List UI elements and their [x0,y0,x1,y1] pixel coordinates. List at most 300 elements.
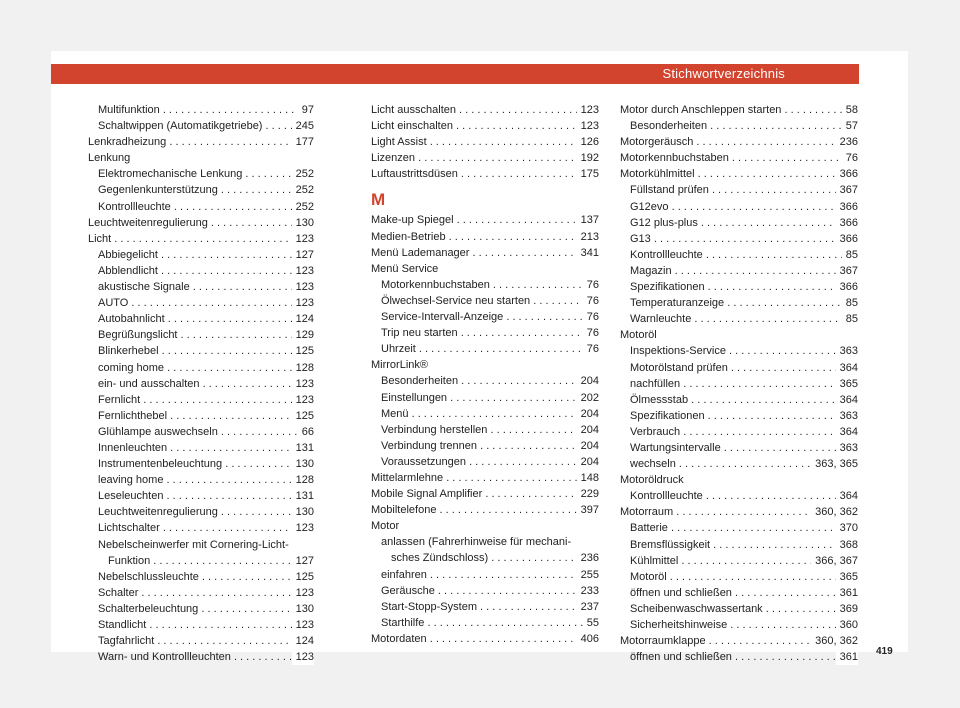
index-entry [88,360,314,376]
index-page-ref: 123 [292,263,314,279]
index-entry [371,166,599,182]
index-term: Nebelschlussleuchte . . . [98,569,314,585]
index-term: Autobahnlicht . . . [98,311,314,327]
index-entry [371,422,599,438]
index-page-ref: 76 [583,325,599,341]
index-page-ref: 76 [583,293,599,309]
index-entry [88,504,314,520]
index-term: Motorkühlmittel . . . [620,166,858,182]
index-entry [620,392,858,408]
index-entry [88,601,314,617]
index-term: Menü Service [371,262,439,275]
index-term: Schalter . . . [98,585,314,601]
index-page-ref: 236 [836,134,858,150]
index-entry [88,520,314,536]
index-page-ref: 130 [292,215,314,231]
index-page-ref: 130 [292,601,314,617]
index-entry [371,470,599,486]
index-term: Fernlichthebel . . . [98,408,314,424]
index-entry [371,599,599,615]
index-entry [88,376,314,392]
index-entry [620,247,858,263]
index-entry [620,520,858,536]
index-page-ref: 366 [836,199,858,215]
index-entry [620,263,858,279]
index-term: Kontrollleuchte . . . [98,199,314,215]
index-page-ref: 361 [836,649,858,665]
index-entry [88,102,314,118]
index-term: Trip neu starten . . . [381,325,599,341]
index-page-ref: 361 [836,585,858,601]
index-page-ref: 366 [836,215,858,231]
index-entry [620,440,858,456]
index-page-ref: 76 [583,309,599,325]
index-entry [371,615,599,631]
index-page-ref: 123 [292,231,314,247]
index-page-ref: 127 [292,247,314,263]
index-entry [371,325,599,341]
index-entry [371,486,599,502]
index-term: Kontrollleuchte . . . [630,488,858,504]
index-term: öffnen und schließen . . . [630,585,858,601]
index-page-ref: 85 [842,247,858,263]
index-entry [371,583,599,599]
index-page-ref: 58 [842,102,858,118]
index-page-ref: 85 [842,311,858,327]
index-column-2 [371,102,599,647]
index-term: Luftaustrittsdüsen . . . [371,166,599,182]
index-entry [620,456,858,472]
index-page-ref: 229 [577,486,599,502]
index-term: Motor [371,520,400,533]
index-page-ref: 126 [577,134,599,150]
index-term: Besonderheiten . . . [381,373,599,389]
index-entry [620,585,858,601]
index-page-ref: 148 [577,470,599,486]
index-page-ref: 366, 367 [811,553,858,569]
index-entry [620,102,858,118]
index-term: Lenkradheizung . . . [88,134,314,150]
index-term: Glühlampe auswechseln . . . [98,424,314,440]
index-page-ref: 365 [836,376,858,392]
index-page-ref: 129 [292,327,314,343]
index-page-ref: 204 [577,422,599,438]
index-entry [371,261,599,277]
index-entry [620,118,858,134]
index-entry [371,341,599,357]
index-entry [88,343,314,359]
index-page-ref: 125 [292,343,314,359]
index-page-ref: 123 [292,649,314,665]
index-page-ref: 366 [836,166,858,182]
index-term: Motoröl . . . [630,569,858,585]
index-entry [88,633,314,649]
index-entry [371,357,599,373]
index-entry [620,376,858,392]
index-term: Standlicht . . . [98,617,314,633]
index-term: Licht ausschalten . . . [371,102,599,118]
index-term: wechseln . . . [630,456,858,472]
index-term: Funktion . . . [108,553,314,569]
index-entry [371,631,599,647]
index-entry [620,295,858,311]
index-term: Wartungsintervalle . . . [630,440,858,456]
index-term: nachfüllen . . . [630,376,858,392]
index-page-ref: 123 [292,279,314,295]
index-term: Warnleuchte . . . [630,311,858,327]
index-term: Scheibenwaschwassertank . . . [630,601,858,617]
index-entry [371,406,599,422]
index-term: Ölwechsel-Service neu starten . . . [381,293,599,309]
index-term: Abbiegelicht . . . [98,247,314,263]
index-page-ref: 204 [577,406,599,422]
index-page-ref: 123 [577,118,599,134]
index-entry [371,390,599,406]
index-page-ref: 236 [577,550,599,566]
index-term: Motorölstand prüfen . . . [630,360,858,376]
index-entry [371,245,599,261]
index-page-ref: 365 [836,569,858,585]
index-term: Motorkennbuchstaben . . . [381,277,599,293]
index-page-ref: 85 [842,295,858,311]
index-page-ref: 252 [292,182,314,198]
index-page-ref: 123 [577,102,599,118]
index-entry [620,199,858,215]
index-entry [620,408,858,424]
index-entry [620,311,858,327]
index-term: einfahren . . . [381,567,599,583]
index-term: sches Zündschloss) . . . [391,550,599,566]
index-page-ref: 130 [292,504,314,520]
index-term: Mittelarmlehne . . . [371,470,599,486]
index-entry [88,488,314,504]
section-letter: M [371,190,386,210]
index-page-ref: 123 [292,520,314,536]
page-number: 419 [876,646,893,657]
index-term: G12evo . . . [630,199,858,215]
index-page-ref: 406 [577,631,599,647]
index-term: Spezifikationen . . . [630,408,858,424]
index-entry [88,553,314,569]
index-term: Kühlmittel . . . [630,553,858,569]
index-entry [620,649,858,665]
index-page-ref: 123 [292,617,314,633]
index-page-ref: 252 [292,199,314,215]
index-entry [371,277,599,293]
index-page-ref: 123 [292,585,314,601]
index-page-ref: 124 [292,633,314,649]
index-entry [620,279,858,295]
index-entry [371,518,599,534]
index-entry [371,293,599,309]
index-entry [620,231,858,247]
index-term: Kontrollleuchte . . . [630,247,858,263]
index-page-ref: 97 [298,102,314,118]
index-page-ref: 370 [836,520,858,536]
index-entry [371,438,599,454]
index-term: Bremsflüssigkeit . . . [630,537,858,553]
index-term: G12 plus-plus . . . [630,215,858,231]
index-entry [88,295,314,311]
index-entry [371,118,599,134]
index-page-ref: 125 [292,569,314,585]
index-entry [371,534,599,550]
index-term: G13 . . . [630,231,858,247]
index-term: Batterie . . . [630,520,858,536]
index-page-ref: 137 [577,212,599,228]
index-term: Lenkung [88,152,131,165]
index-entry [371,229,599,245]
index-entry [620,182,858,198]
index-entry [620,504,858,520]
index-term: Leseleuchten . . . [98,488,314,504]
index-entry [88,569,314,585]
index-entry [620,472,858,488]
index-term: Motorgeräusch . . . [620,134,858,150]
index-term: Make-up Spiegel . . . [371,212,599,228]
index-term: anlassen (Fahrerhinweise für mechani- [381,536,572,549]
index-term: Instrumentenbeleuchtung . . . [98,456,314,472]
index-term: Nebelscheinwerfer mit Cornering-Licht- [98,538,289,551]
index-page-ref: 175 [577,166,599,182]
index-term: Sicherheitshinweise . . . [630,617,858,633]
index-term: Elektromechanische Lenkung . . . [98,166,314,182]
index-page-ref: 177 [292,134,314,150]
index-term: Service-Intervall-Anzeige . . . [381,309,599,325]
index-term: Verbrauch . . . [630,424,858,440]
index-term: Motordaten . . . [371,631,599,647]
index-term: Ölmessstab . . . [630,392,858,408]
index-term: Einstellungen . . . [381,390,599,406]
index-term: Spezifikationen . . . [630,279,858,295]
index-entry [620,424,858,440]
index-page-ref: 252 [292,166,314,182]
index-group-l [371,102,599,182]
index-entry [620,569,858,585]
index-term: Motorkennbuchstaben . . . [620,150,858,166]
index-page-ref: 245 [292,118,314,134]
index-entry [620,215,858,231]
index-page-ref: 363 [836,440,858,456]
index-page-ref: 66 [298,424,314,440]
index-page-ref: 255 [577,567,599,583]
index-term: MirrorLink® [371,359,428,372]
index-entry [88,585,314,601]
index-term: Licht . . . [88,231,314,247]
index-entry [88,134,314,150]
index-entry [371,373,599,389]
index-term: Leuchtweitenregulierung . . . [88,215,314,231]
index-page-ref: 397 [577,502,599,518]
index-page-ref: 76 [583,277,599,293]
index-entry [620,360,858,376]
index-page-ref: 130 [292,456,314,472]
index-page-ref: 128 [292,360,314,376]
index-page-ref: 364 [836,424,858,440]
index-term: Start-Stopp-System . . . [381,599,599,615]
index-term: Blinkerhebel . . . [98,343,314,359]
index-entry [88,392,314,408]
index-entry [88,424,314,440]
index-term: öffnen und schließen . . . [630,649,858,665]
index-page-ref: 368 [836,537,858,553]
index-page-ref: 360 [836,617,858,633]
index-term: Verbindung trennen . . . [381,438,599,454]
index-term: Fernlicht . . . [98,392,314,408]
index-page-ref: 369 [836,601,858,617]
index-page-ref: 204 [577,373,599,389]
index-entry [88,617,314,633]
index-page-ref: 367 [836,263,858,279]
index-term: coming home . . . [98,360,314,376]
index-page-ref: 364 [836,488,858,504]
index-entry [371,309,599,325]
index-term: Inspektions-Service . . . [630,343,858,359]
index-group-m [371,212,599,647]
index-page-ref: 363, 365 [811,456,858,472]
index-term: Mobile Signal Amplifier . . . [371,486,599,502]
index-page-ref: 213 [577,229,599,245]
index-page-ref: 76 [842,150,858,166]
index-entry [620,553,858,569]
index-term: Licht einschalten . . . [371,118,599,134]
index-term: Schaltwippen (Automatikgetriebe) . . . [98,118,314,134]
index-entry [88,408,314,424]
index-entry [88,537,314,553]
index-term: Menü . . . [381,406,599,422]
index-page-ref: 123 [292,295,314,311]
index-entry [88,456,314,472]
index-page-ref: 202 [577,390,599,406]
index-entry [620,601,858,617]
index-page-ref: 127 [292,553,314,569]
index-term: Warn- und Kontrollleuchten . . . [98,649,314,665]
index-term: Abblendlicht . . . [98,263,314,279]
index-entry [88,150,314,166]
index-page-ref: 123 [292,392,314,408]
index-term: Innenleuchten . . . [98,440,314,456]
index-entry [620,537,858,553]
index-entry [88,327,314,343]
index-term: Begrüßungslicht . . . [98,327,314,343]
index-entry [371,454,599,470]
index-entry [371,502,599,518]
index-entry [620,617,858,633]
index-term: Lizenzen . . . [371,150,599,166]
index-entry [371,567,599,583]
index-term: Magazin . . . [630,263,858,279]
index-entry [88,215,314,231]
index-entry [620,166,858,182]
index-page-ref: 192 [577,150,599,166]
index-term: Temperaturanzeige . . . [630,295,858,311]
index-term: Motoröl [620,329,657,342]
index-page-ref: 367 [836,182,858,198]
index-term: Lichtschalter . . . [98,520,314,536]
index-page-ref: 360, 362 [811,504,858,520]
index-term: Mobiltelefone . . . [371,502,599,518]
index-entry [371,212,599,228]
index-entry [88,118,314,134]
index-page-ref: 131 [292,488,314,504]
index-entry [88,649,314,665]
index-entry [88,472,314,488]
index-term: Motor durch Anschleppen starten . . . [620,102,858,118]
index-term: ein- und ausschalten . . . [98,376,314,392]
index-column-3 [620,102,858,665]
index-entry [88,182,314,198]
index-page-ref: 237 [577,599,599,615]
index-entry [88,263,314,279]
index-column-1 [88,102,314,665]
index-page-ref: 124 [292,311,314,327]
index-term: Verbindung herstellen . . . [381,422,599,438]
index-page-ref: 123 [292,376,314,392]
index-entry [371,550,599,566]
index-term: Motoröldruck [620,474,684,487]
index-page-ref: 57 [842,118,858,134]
index-term: Besonderheiten . . . [630,118,858,134]
index-entry [371,134,599,150]
index-term: akustische Signale . . . [98,279,314,295]
section-header [51,64,859,84]
index-entry [371,150,599,166]
index-entry [620,343,858,359]
index-page-ref: 341 [577,245,599,261]
index-page-ref: 125 [292,408,314,424]
index-page-ref: 128 [292,472,314,488]
index-entry [88,166,314,182]
index-entry [88,199,314,215]
index-entry [620,150,858,166]
index-term: Geräusche . . . [381,583,599,599]
index-entry [88,440,314,456]
index-term: Multifunktion . . . [98,102,314,118]
index-page-ref: 363 [836,408,858,424]
index-entry [620,633,858,649]
index-term: Tagfahrlicht . . . [98,633,314,649]
index-page-ref: 364 [836,360,858,376]
index-term: Schalterbeleuchtung . . . [98,601,314,617]
index-term: Medien-Betrieb . . . [371,229,599,245]
index-entry [620,134,858,150]
section-title: Stichwortverzeichnis [662,66,785,81]
index-entry [88,279,314,295]
index-page-ref: 360, 362 [811,633,858,649]
index-page-ref: 55 [583,615,599,631]
index-term: Motorraum . . . [620,504,858,520]
index-term: Leuchtweitenregulierung . . . [98,504,314,520]
index-page-ref: 233 [577,583,599,599]
index-term: Light Assist . . . [371,134,599,150]
index-term: Menü Lademanager . . . [371,245,599,261]
index-entry [620,327,858,343]
index-entry [88,311,314,327]
index-page-ref: 76 [583,341,599,357]
index-page-ref: 366 [836,231,858,247]
index-entry [88,231,314,247]
index-term: Starthilfe . . . [381,615,599,631]
index-page-ref: 204 [577,454,599,470]
index-term: Voraussetzungen . . . [381,454,599,470]
index-entry [620,488,858,504]
index-page-ref: 364 [836,392,858,408]
index-page-ref: 131 [292,440,314,456]
index-page-ref: 366 [836,279,858,295]
index-term: Uhrzeit . . . [381,341,599,357]
index-term: Gegenlenkunterstützung . . . [98,182,314,198]
index-page-ref: 204 [577,438,599,454]
